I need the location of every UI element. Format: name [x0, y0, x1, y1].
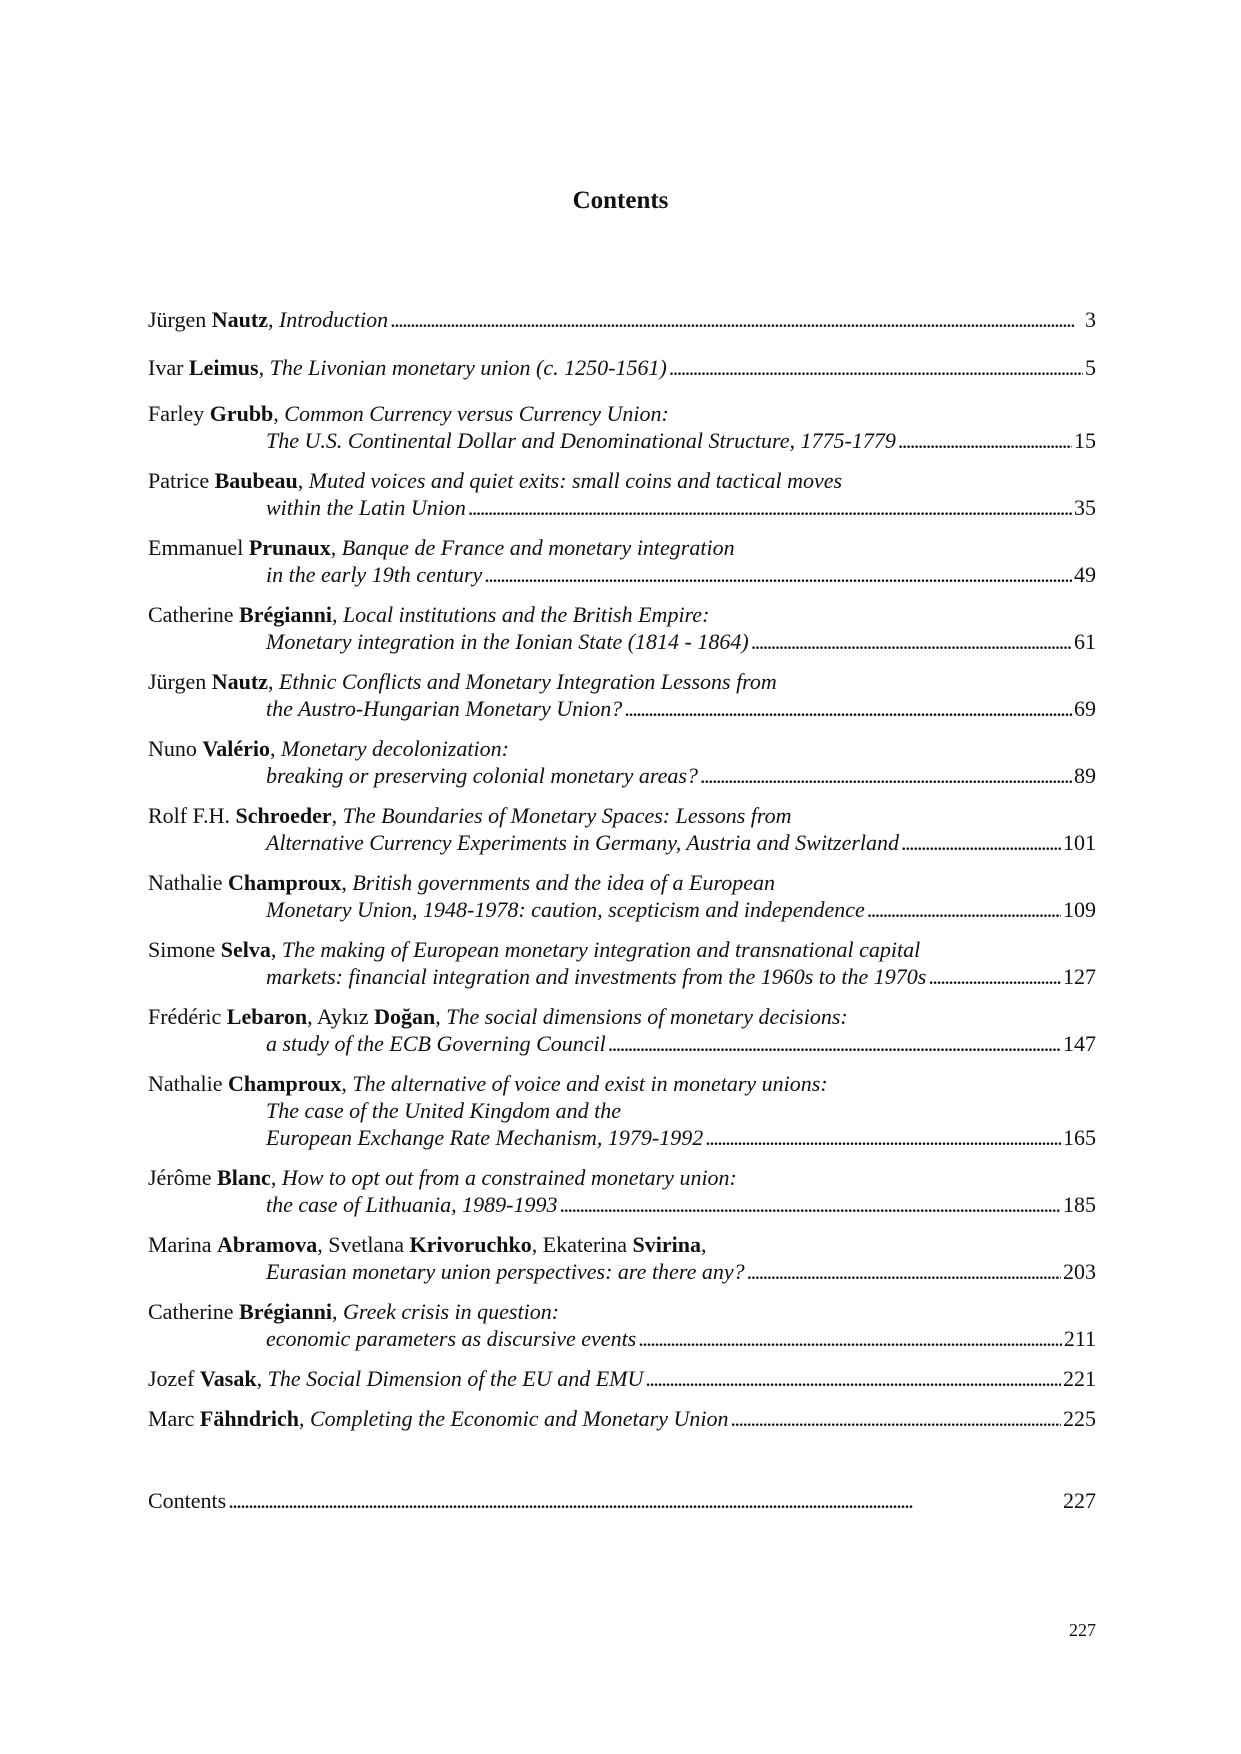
chapter-title-line: breaking or preserving colonial monetary areas?	[266, 763, 698, 788]
chapter-title-line: The social dimensions of monetary decisions:	[446, 1004, 848, 1029]
author-surname: Brégianni	[239, 1299, 332, 1324]
chapter-title: The Livonian monetary union (c. 1250-1561)	[269, 355, 667, 380]
page-number: 3	[1085, 307, 1096, 332]
chapter-title-line: Ethnic Conflicts and Monetary Integration Lessons from	[278, 669, 777, 694]
chapter-title-line: within the Latin Union	[266, 495, 466, 520]
author-surname: Champroux	[228, 870, 342, 895]
dot-leader	[751, 628, 1072, 656]
chapter-title-line: The Boundaries of Monetary Spaces: Lessons from	[342, 803, 792, 828]
chapter-title: Completing the Economic and Monetary Union	[309, 1406, 729, 1431]
chapter-title: Introduction	[278, 307, 389, 332]
author-first-name: Nathalie	[148, 1071, 223, 1096]
author-first-name: Nuno	[148, 736, 197, 761]
dot-leader	[898, 427, 1072, 455]
dot-leader	[638, 1325, 1062, 1353]
dot-leader	[645, 1365, 1061, 1393]
author-surname: Doğan	[374, 1004, 436, 1029]
author-first-name: Jürgen	[148, 307, 207, 332]
chapter-title-line: Monetary Union, 1948-1978: caution, scepticism and independence	[266, 897, 865, 922]
dot-leader	[867, 896, 1061, 924]
chapter-title-line: Alternative Currency Experiments in Germany, Austria and Switzerland	[266, 830, 900, 855]
chapter-title-line: the Austro-Hungarian Monetary Union?	[266, 696, 623, 721]
contents-label: Contents	[148, 1488, 227, 1513]
page-number: 221	[1063, 1366, 1096, 1391]
author-first-name: Marc	[148, 1406, 195, 1431]
chapter-title-line: The case of the United Kingdom and the	[266, 1098, 622, 1123]
dot-leader	[669, 354, 1083, 382]
dot-leader	[747, 1258, 1061, 1286]
page-number: 185	[1063, 1192, 1096, 1217]
page-number: 225	[1063, 1406, 1096, 1431]
author-surname: Nautz	[211, 307, 268, 332]
dot-leader	[468, 494, 1072, 522]
author-first-name: Jürgen	[148, 669, 207, 694]
author-surname: Fähndrich	[199, 1406, 299, 1431]
chapter-title-line: Banque de France and monetary integration	[341, 535, 735, 560]
chapter-title-line: Monetary integration in the Ionian State (1814 - 1864)	[266, 629, 749, 654]
author-surname: Valério	[202, 736, 271, 761]
page-number: 227	[1063, 1488, 1096, 1513]
chapter-title-line: How to opt out from a constrained monetary union:	[281, 1165, 737, 1190]
page-number: 203	[1063, 1259, 1096, 1284]
page-number: 109	[1063, 897, 1096, 922]
chapter-title-line: in the early 19th century	[266, 562, 483, 587]
author-surname: Selva	[220, 937, 271, 962]
author-surname: Champroux	[228, 1071, 342, 1096]
page-title: Contents	[572, 187, 669, 214]
author-first-name: Catherine	[148, 602, 234, 627]
chapter-title-line: Common Currency versus Currency Union:	[284, 401, 669, 426]
author-surname: Leimus	[188, 355, 259, 380]
dot-leader	[928, 963, 1061, 991]
author-first-name: Catherine	[148, 1299, 234, 1324]
author-surname: Abramova	[217, 1232, 318, 1257]
author-first-name: Frédéric	[148, 1004, 222, 1029]
page-number: 69	[1074, 696, 1096, 721]
author-first-name: Farley	[148, 401, 205, 426]
dot-leader	[901, 829, 1061, 857]
author-surname: Blanc	[217, 1165, 271, 1190]
author-first-name: Svetlana	[328, 1232, 405, 1257]
dot-leader	[484, 561, 1072, 589]
author-first-name: Ekaterina	[542, 1232, 628, 1257]
page-number: 101	[1063, 830, 1096, 855]
page-folio: 227	[1069, 1620, 1096, 1640]
chapter-title-line: Muted voices and quiet exits: small coins and tactical moves	[308, 468, 843, 493]
chapter-title-line: economic parameters as discursive events	[266, 1326, 637, 1351]
author-surname: Nautz	[211, 669, 268, 694]
author-first-name: Simone	[148, 937, 216, 962]
chapter-title-line: British governments and the idea of a European	[352, 870, 775, 895]
author-surname: Brégianni	[239, 602, 332, 627]
author-surname: Svirina	[632, 1232, 702, 1257]
author-surname: Schroeder	[235, 803, 332, 828]
author-surname: Vasak	[199, 1366, 257, 1391]
author-surname: Prunaux	[248, 535, 331, 560]
page-number: 211	[1063, 1326, 1096, 1351]
chapter-title-line: markets: financial integration and investments from the 1960s to the 1970s	[266, 964, 927, 989]
page-number: 5	[1085, 355, 1096, 380]
page-number: 127	[1063, 964, 1096, 989]
author-first-name: Marina	[148, 1232, 212, 1257]
author-first-name: Nathalie	[148, 870, 223, 895]
chapter-title: The Social Dimension of the EU and EMU	[267, 1366, 644, 1391]
dot-leader	[390, 306, 1083, 334]
chapter-title-line: The making of European monetary integration and transnational capital	[281, 937, 921, 962]
chapter-title-line: Greek crisis in question:	[342, 1299, 560, 1324]
page-number: 49	[1074, 562, 1096, 587]
chapter-title-line: The alternative of voice and exist in monetary unions:	[352, 1071, 828, 1096]
author-surname: Grubb	[209, 401, 274, 426]
author-first-name: Aykız	[316, 1004, 369, 1029]
author-surname: Baubeau	[214, 468, 298, 493]
dot-leader	[559, 1191, 1061, 1219]
author-first-name: Jérôme	[148, 1165, 212, 1190]
dot-leader	[624, 695, 1072, 723]
chapter-title-line: Eurasian monetary union perspectives: are there any?	[266, 1259, 745, 1284]
dot-leader	[608, 1030, 1061, 1058]
dot-leader	[700, 762, 1072, 790]
dot-leader	[731, 1405, 1062, 1433]
author-first-name: Ivar	[148, 355, 184, 380]
chapter-title-line: a study of the ECB Governing Council	[266, 1031, 606, 1056]
page-number: 165	[1063, 1125, 1096, 1150]
chapter-title-line: The U.S. Continental Dollar and Denominational Structure, 1775-1779	[266, 428, 896, 453]
author-first-name: Emmanuel	[148, 535, 244, 560]
chapter-title-line: Monetary decolonization:	[281, 736, 509, 761]
author-surname: Lebaron	[226, 1004, 308, 1029]
chapter-title-line: Local institutions and the British Empire:	[342, 602, 710, 627]
page-number: 35	[1074, 495, 1096, 520]
page-number: 147	[1063, 1031, 1096, 1056]
dot-leader	[705, 1124, 1061, 1152]
chapter-title-line: the case of Lithuania, 1989-1993	[266, 1192, 558, 1217]
dot-leader	[228, 1487, 1061, 1515]
page-number: 89	[1074, 763, 1096, 788]
page-number: 61	[1074, 629, 1096, 654]
chapter-title-line: European Exchange Rate Mechanism, 1979-1992	[266, 1125, 704, 1150]
author-first-name: Rolf F.H.	[148, 803, 230, 828]
page-number: 15	[1074, 428, 1096, 453]
author-first-name: Patrice	[148, 468, 210, 493]
author-first-name: Jozef	[148, 1366, 195, 1391]
author-surname: Krivoruchko	[409, 1232, 532, 1257]
